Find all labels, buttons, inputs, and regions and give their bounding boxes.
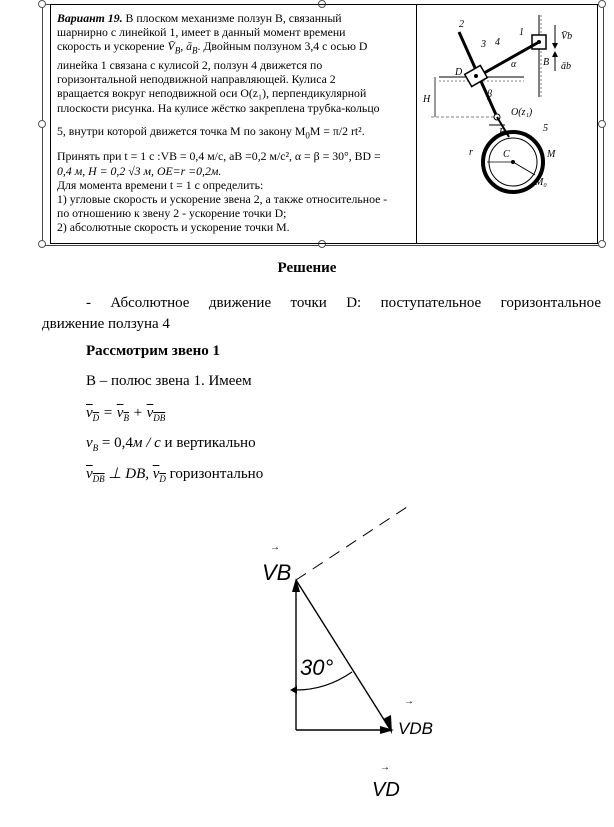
db-direction-line (296, 505, 410, 580)
resize-handle-tr[interactable] (598, 0, 606, 8)
vd-arrow-mark: → (380, 762, 390, 773)
resize-handle-tl[interactable] (38, 0, 46, 8)
resize-handle-br[interactable] (598, 240, 606, 248)
variant-label: Вариант 19. (57, 11, 123, 25)
fig-label: r (469, 147, 473, 158)
solution-heading: Решение (277, 260, 337, 276)
motion-paragraph (42, 293, 601, 335)
vb-label: VB (262, 560, 292, 585)
task-line: 1) угловые скорость и ускорение звена 2, а также относительное - (57, 191, 388, 206)
fig-label: 2 (459, 19, 464, 30)
mechanism-figure (419, 7, 595, 241)
table-divider (416, 5, 417, 243)
fig-label: D (455, 67, 463, 78)
vdb-label: VDB (398, 719, 433, 738)
fig-label: H (423, 94, 431, 105)
task-table (50, 4, 598, 244)
task-text: Вариант 19. В плоском механизме ползун B, связанный шарнирно с линейкой 1, имеет в данный момент времени скорость и ускорение $V̄_B$, $ā_B$. Двойным ползуном 3,4 с осью D линейка 1 связана с кулисой 2, ползун 4 движется по горизонтальной неподвижной направляющей. Кулиса 2 вращается вокруг неподвижной оси O(z₁), перпендикулярной плоскости рисунка. На кулисе жёстко закреплена трубка-кольцо 5, внутри которой движется точка M по закону $M_0M = \pi/2$ rt². Принять при t = 1 с :VB = 0,4 м/с, aB =0,2 м/с², α = β = 30°, BD = 0,4 м, H = 0,2 √3 м, OE=r =0,2м. Для момента времени t = 1 с определить: 1) угловые скорость и ускорение звена 2, а также относительное - по отношению к звену 2 - ускорение точки D; 2) абсолютные скорость и ускорение точки M. (57, 11, 409, 235)
task-line: по отношению к звену 2 - ускорение точки D; (57, 206, 287, 221)
paragraph-line: движение ползуна 4 (42, 316, 170, 332)
vdb-arrow-mark: → (404, 696, 414, 707)
fig-label: āb (561, 61, 571, 72)
vd-label: VD (372, 779, 400, 801)
task-line: линейка 1 связана с кулисой 2, ползун 4 движется по (57, 57, 323, 72)
task-line: шарнирно с линейкой 1, имеет в данный момент времени (57, 25, 346, 40)
fig-label: O(z₁) (511, 107, 533, 118)
fig-label: C (503, 149, 510, 160)
fig-label: 3 (481, 39, 486, 50)
task-line: 2) абсолютные скорость и ускорение точки M. (57, 220, 290, 235)
fig-label: E (499, 127, 506, 138)
velocity-diagram (240, 500, 440, 820)
task-line: 0,4 м, H = 0,2 √3 м, OE=r =0,2м. (57, 163, 222, 178)
task-line: . Двойным ползуном 3,4 с осью D (197, 39, 368, 54)
equation-2: $v_B = 0,4м / с$ и вертикально (86, 435, 256, 453)
fig-label: V̄b (561, 31, 573, 42)
vb-arrow-mark: → (270, 542, 280, 553)
task-line: плоскости рисунка. На кулисе жёстко закреплена трубка-кольцо (57, 100, 380, 115)
resize-handle-mr[interactable] (598, 120, 606, 128)
task-line: Принять при t = 1 с :V (57, 149, 170, 164)
eq-text: и вертикально (164, 435, 256, 451)
fig-label: M (547, 149, 556, 160)
equation-3: $v_{DB}$ ⊥ DB, $v_D$ горизонтально (86, 466, 264, 484)
paragraph-line: - Абсолютное движение точки D: поступательное горизонтальное (86, 295, 601, 311)
vdb-vector (296, 580, 388, 726)
equation-1: $v_D = v_B + v_{DB}$ (86, 405, 166, 423)
fig-label: 4 (495, 37, 500, 48)
task-line: Для момента времени t = 1 с определить: (57, 177, 264, 192)
resize-handle-ml[interactable] (38, 120, 46, 128)
task-line: M = π/2 rt². (309, 123, 365, 138)
angle-label: 30° (300, 655, 334, 680)
fig-label: M₀ (535, 177, 547, 188)
pole-text: B – полюс звена 1. Имеем (86, 373, 252, 389)
task-line: B = 0,4 м/с, a (169, 149, 235, 164)
section-subheading: Рассмотрим звено 1 (86, 343, 220, 359)
task-line: горизонтальной неподвижной направляющей. Кулиса 2 (57, 72, 336, 87)
task-line: В плоском механизме ползун B, связанный (125, 11, 342, 25)
task-line: 5, внутри которой движется точка M по закону M (57, 123, 306, 138)
task-line: B =0,2 м/с², α = β = 30°, BD = (234, 149, 381, 164)
fig-label: β (487, 89, 492, 100)
eq-text: горизонтально (169, 466, 264, 482)
fig-label: B (543, 57, 550, 68)
task-line: вращается вокруг неподвижной оси O(z₁), перпендикулярной (57, 86, 367, 101)
fig-label: 1 (519, 27, 524, 38)
task-line: скорость и ускорение (57, 39, 165, 54)
fig-label: α (511, 59, 517, 70)
resize-handle-bl[interactable] (38, 240, 46, 248)
fig-label: 5 (543, 123, 548, 134)
angle-arrowhead (290, 686, 297, 694)
